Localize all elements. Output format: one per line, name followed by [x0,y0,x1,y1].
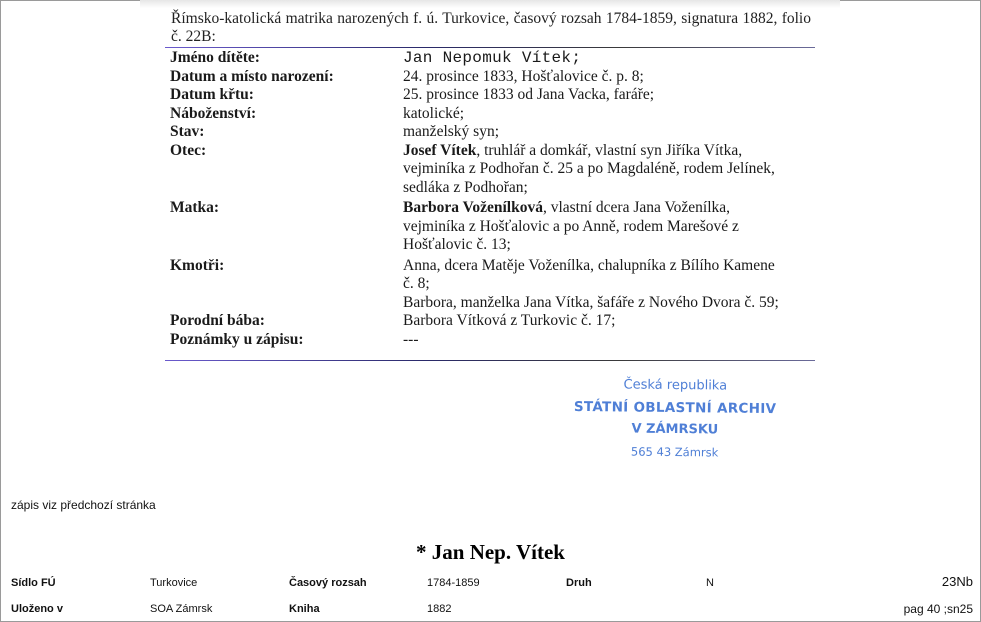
table-top-rule [165,47,815,48]
value-mother [403,199,812,255]
mother-name: Barbora Voženílková [403,199,543,216]
godparents-line-1: Anna, dcera Matěje Voženílka, chalupníka z Bílího Kamene [403,256,775,274]
row-notes [170,331,812,350]
value-notes: --- [403,330,419,348]
label-mother: Matka: [170,199,220,216]
archive-stamp [560,374,791,464]
value-child-name: Jan Nepomuk Vítek; [403,49,582,67]
godparents-line-2: č. 8; [403,275,430,292]
meta-sidlo-value: Turkovice [150,577,198,589]
meta-druh-value: N [706,577,714,589]
stamp-line-2: STÁTNÍ OBLASTNÍ ARCHIV [573,398,777,418]
meta-ulozeno-value: SOA Zámrsk [150,603,213,615]
meta-page: pag 40 ;sn25 [903,602,973,616]
value-father [403,142,812,198]
label-religion: Náboženství: [170,104,257,122]
entry-note: zápis viz předchozí stránka [11,498,156,512]
row-godparents [170,257,812,313]
label-father: Otec: [170,141,207,159]
row-religion [170,105,812,124]
label-status: Stav: [170,123,205,140]
value-midwife: Barbora Vítková z Turkovic č. 17; [403,312,616,329]
value-birth: 24. prosince 1833, Hošťalovice č. p. 8; [403,67,644,85]
value-baptism: 25. prosince 1833 od Jana Vacka, faráře; [403,86,655,103]
row-mother [170,199,812,255]
meta-kniha-label: Kniha [289,603,320,615]
row-father [170,142,812,198]
meta-sidlo-label: Sídlo FÚ [11,577,56,589]
meta-casovy-label: Časový rozsah [289,577,367,589]
label-baptism: Datum křtu: [170,86,254,103]
row-child-name [170,49,812,68]
row-baptism [170,86,812,105]
father-line-1: , truhlář a domkář, vlastní syn Jiříka Vítka, [476,141,743,159]
label-godparents: Kmotři: [170,256,225,274]
row-birth [170,68,812,87]
meta-ulozeno-label: Uloženo v [11,603,63,615]
father-line-3: sedláka z Podhořan; [403,178,528,196]
value-godparents [403,257,812,313]
godparents-line-3: Barbora, manželka Jana Vítka, šafáře z Nového Dvora č. 59; [403,293,779,311]
mother-line-3: Hošťalovic č. 13; [403,236,511,253]
mother-line-2: vejminíka z Hošťalovic a po Anně, rodem Marešové z [403,217,739,235]
meta-kniha-value: 1882 [427,603,452,615]
label-birth: Datum a místo narození: [170,67,334,85]
meta-code: 23Nb [941,574,973,589]
father-line-2: vejminíka z Podhořan č. 25 a po Magdaléně, rodem Jelínek, [403,160,775,177]
row-midwife [170,312,812,331]
row-status [170,123,812,142]
label-child-name: Jméno dítěte: [170,49,260,66]
record-heading: Římsko-katolická matrika narozených f. ú. Turkovice, časový rozsah 1784-1859, signatura 1882, folio č. 22B: [171,10,811,45]
value-religion: katolické; [403,104,465,122]
stamp-line-1: Česká republika [623,377,728,394]
mother-line-1: , vlastní dcera Jana Voženílka, [542,199,731,216]
scan-top-edge [140,0,840,8]
stamp-line-3: V ZÁMRSKU [631,421,719,438]
record-title: * Jan Nep. Vítek [416,540,565,564]
label-notes: Poznámky u zápisu: [170,330,304,348]
father-name: Josef Vítek [403,141,477,159]
meta-casovy-value: 1784-1859 [427,577,480,589]
record-table [170,49,812,349]
label-midwife: Porodní bába: [170,312,265,329]
meta-druh-label: Druh [566,577,592,589]
value-status: manželský syn; [403,123,499,140]
table-bottom-rule [165,360,815,361]
stamp-line-4: 565 43 Zámrsk [630,444,719,460]
